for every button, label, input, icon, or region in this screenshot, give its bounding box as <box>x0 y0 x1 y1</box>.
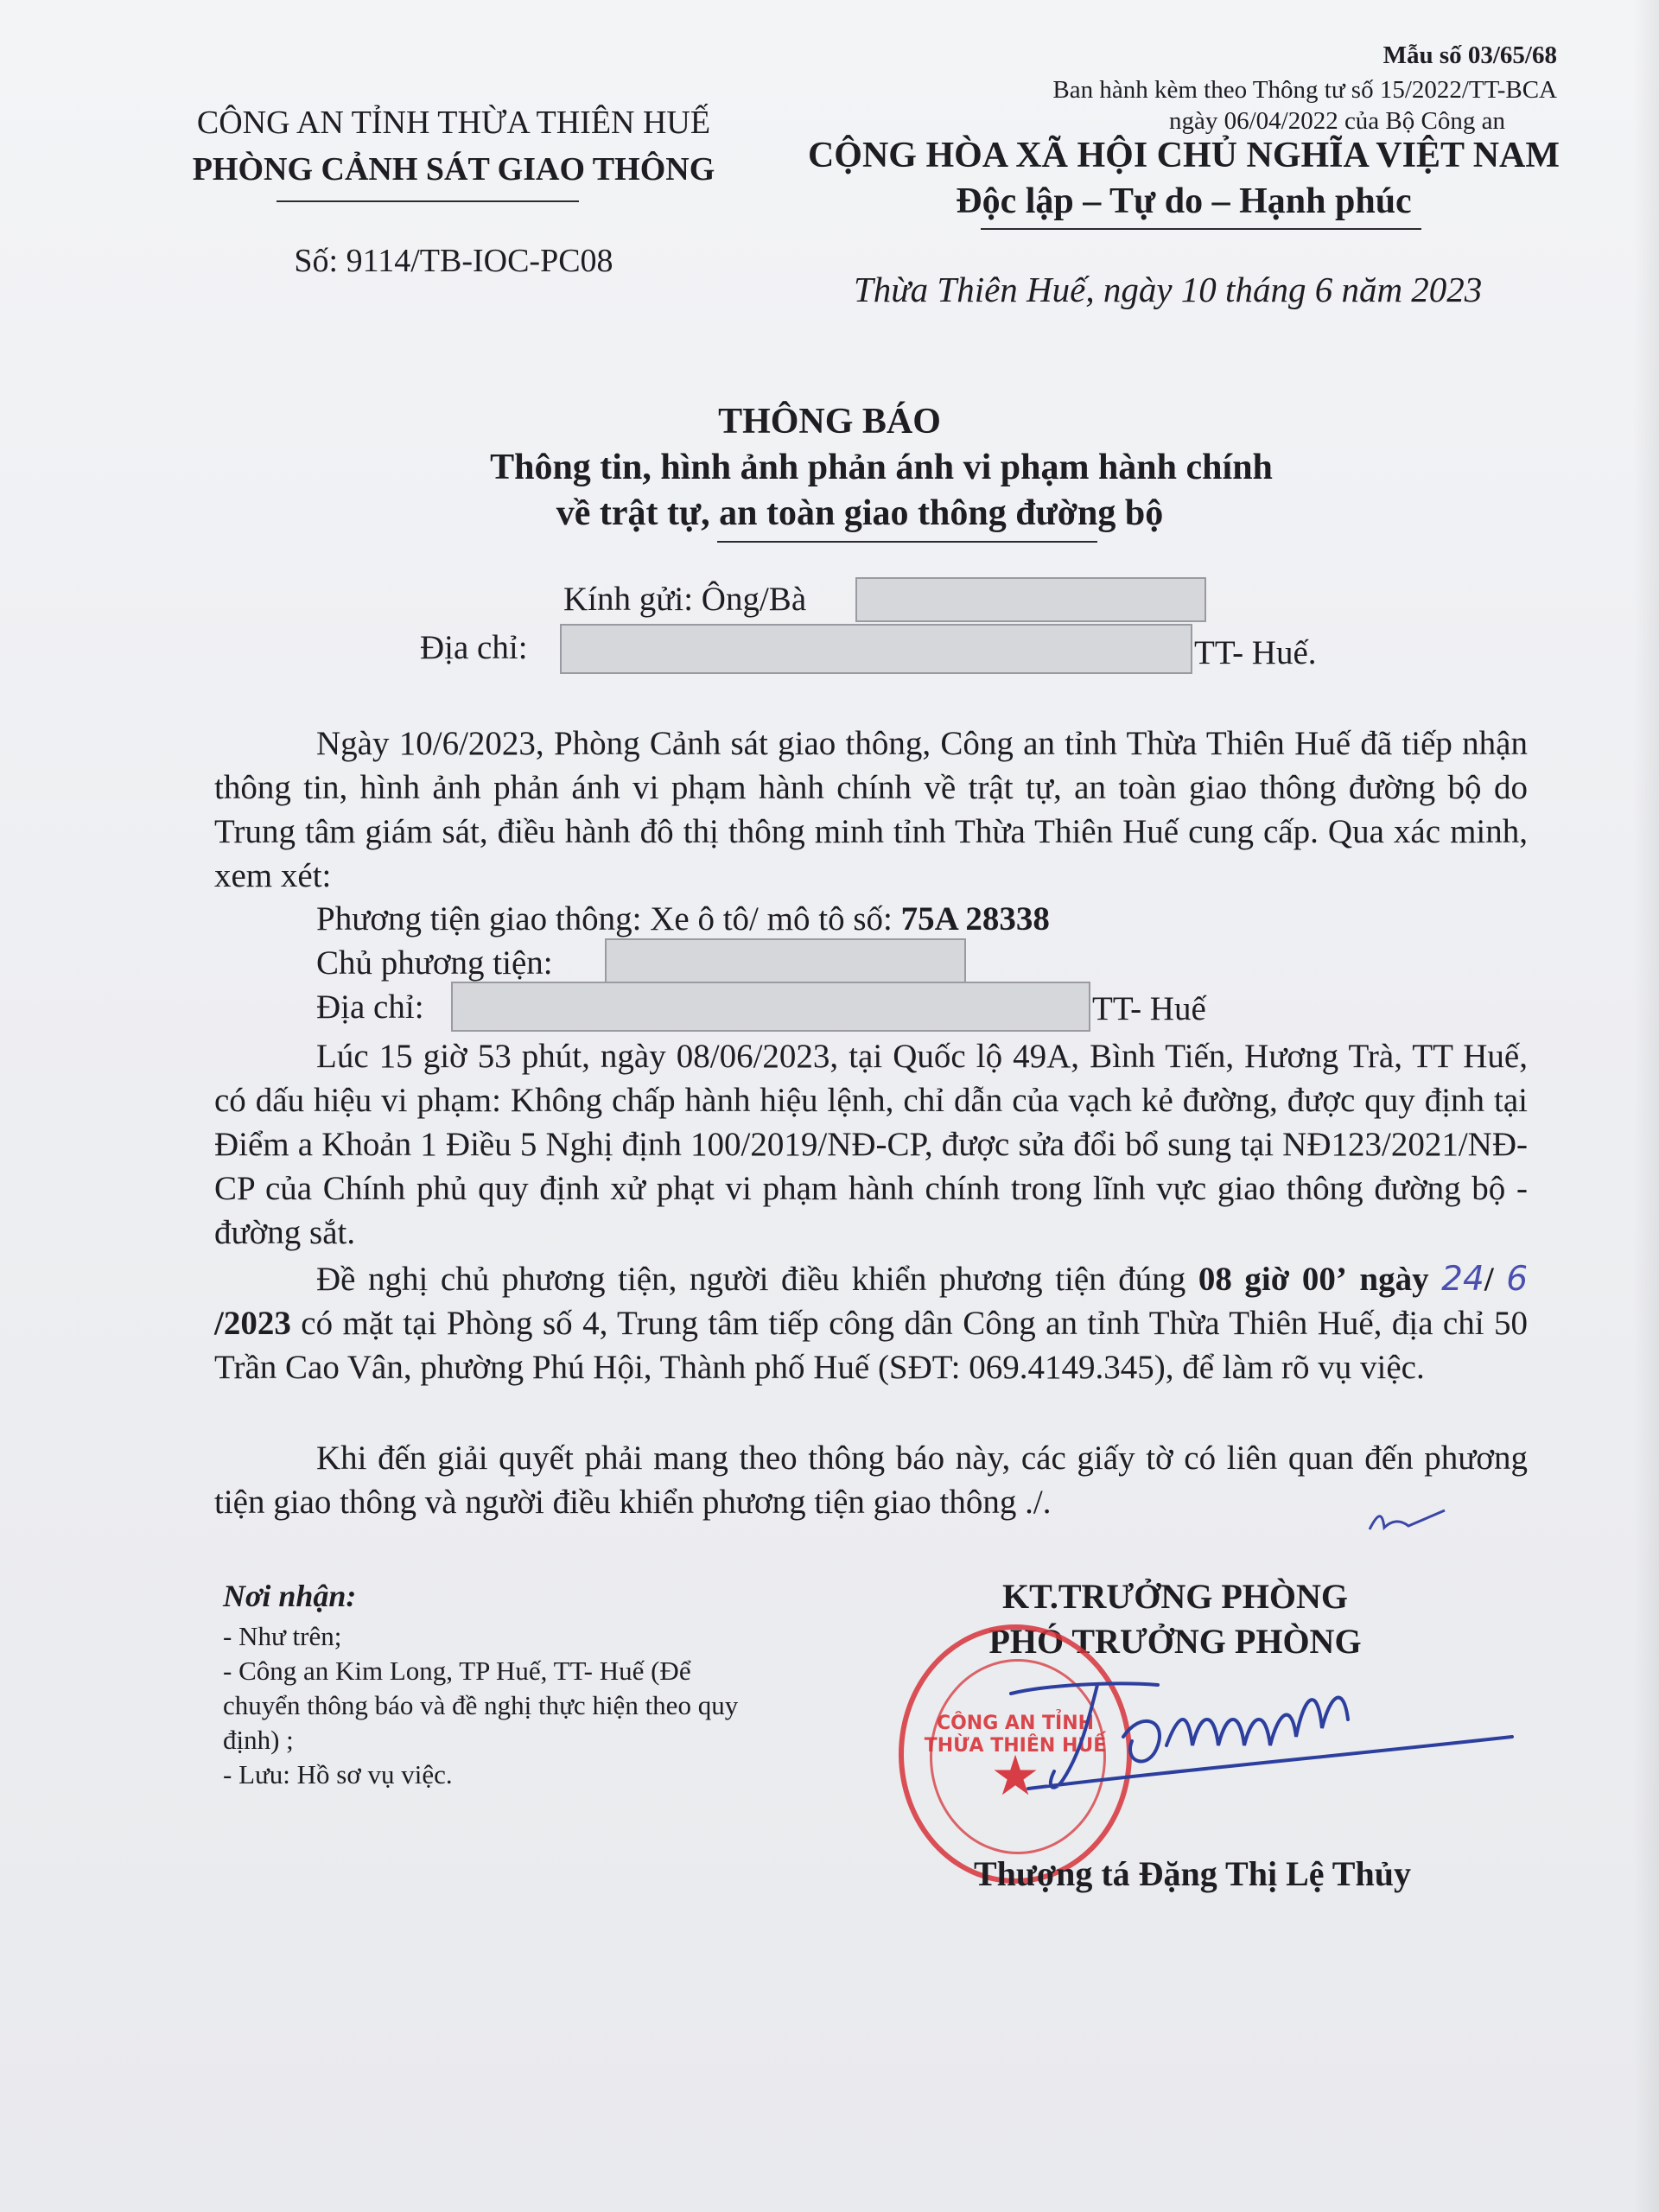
title-underline <box>717 541 1097 543</box>
paragraph-requirements: Khi đến giải quyết phải mang theo thông báo này, các giấy tờ có liên quan đến phương tiện giao thông và người điều khiển phương tiện giao thông ./. <box>214 1440 1528 1521</box>
appointment-day-label: ngày <box>1359 1261 1429 1298</box>
appointment-rest: có mặt tại Phòng số 4, Trung tâm tiếp công dân Công an tỉnh Thừa Thiên Huế, địa chỉ 50 Trần Cao Vân, phường Phú Hội, Thành phố Huế (SĐT: 069.4149.345), để làm rõ vụ việc. <box>214 1305 1529 1386</box>
place-date: Thừa Thiên Huế, ngày 10 tháng 6 năm 2023 <box>854 270 1483 309</box>
initial-mark <box>1365 1503 1452 1538</box>
redacted-recipient-address <box>560 624 1192 674</box>
paragraph-violation: Lúc 15 giờ 53 phút, ngày 08/06/2023, tại Quốc lộ 49A, Bình Tiến, Hương Trà, TT Huế, có dấu hiệu vi phạm: Không chấp hành hiệu lệnh, chỉ dẫn của vạch kẻ đường, được quy định tại Điểm a Khoản 1 Điều 5 Nghị định 100/2019/NĐ-CP, được sửa đổi bổ sung tại NĐ123/2021/NĐ-CP của Chính phủ quy định xử phạt vi phạm hành chính trong lĩnh vực giao thông đường bộ - đường sắt. <box>214 1038 1528 1251</box>
nation-name: CỘNG HÒA XÃ HỘI CHỦ NGHĨA VIỆT NAM <box>807 136 1560 175</box>
appointment-time: 08 giờ 00’ <box>1198 1261 1347 1298</box>
paragraph-appointment <box>214 1257 1528 1389</box>
nation-motto: Độc lập – Tự do – Hạnh phúc <box>956 181 1412 221</box>
signer-name: Thượng tá Đặng Thị Lệ Thủy <box>974 1854 1411 1893</box>
official-seal-text: CÔNG AN TỈNH THỪA THIÊN HUẾ <box>924 1713 1107 1757</box>
agency-parent: CÔNG AN TỈNH THỪA THIÊN HUẾ <box>196 105 711 141</box>
signature-title-line1: KT.TRƯỞNG PHÒNG <box>1002 1577 1348 1616</box>
greeting-label: Kính gửi: Ông/Bà <box>563 581 807 618</box>
document-subtitle-2: về trật tự, an toàn giao thông đường bộ <box>556 493 1164 533</box>
appointment-year: /2023 <box>214 1305 291 1342</box>
form-issued-line1: Ban hành kèm theo Thông tư số 15/2022/TT-BCA <box>1052 76 1557 104</box>
receivers-heading: Nơi nhận: <box>223 1579 357 1613</box>
document-title: THÔNG BÁO <box>718 402 941 442</box>
agency-unit: PHÒNG CẢNH SÁT GIAO THÔNG <box>192 151 715 188</box>
paragraph-receipt: Ngày 10/6/2023, Phòng Cảnh sát giao thông, Công an tỉnh Thừa Thiên Huế đã tiếp nhận thông tin, hình ảnh phản ánh vi phạm hành chính về trật tự, an toàn giao thông đường bộ do Trung tâm giám sát, điều hành đô thị thông minh tỉnh Thừa Thiên Huế cung cấp. Qua xác minh, xem xét: <box>214 725 1528 894</box>
receiver-item: - Như trên; <box>223 1621 342 1651</box>
redacted-owner-name <box>605 938 966 985</box>
receiver-item: - Lưu: Hồ sơ vụ việc. <box>223 1759 453 1789</box>
vehicle-info <box>316 897 1050 941</box>
receiver-item: chuyển thông báo và đề nghị thực hiện theo quy <box>223 1690 739 1720</box>
redacted-owner-address <box>451 982 1090 1032</box>
motto-underline <box>981 228 1421 230</box>
agency-underline <box>276 200 579 202</box>
document-number: Số: 9114/TB-IOC-PC08 <box>294 243 613 279</box>
receiver-item: - Công an Kim Long, TP Huế, TT- Huế (Để <box>223 1656 691 1686</box>
appointment-day-handwritten: 24 <box>1441 1260 1484 1299</box>
owner-label: Chủ phương tiện: <box>316 944 553 982</box>
receiver-item: định) ; <box>223 1725 294 1755</box>
appointment-date-separator: / <box>1484 1261 1494 1298</box>
appointment-month-handwritten: 6 <box>1506 1260 1529 1299</box>
document-subtitle-1: Thông tin, hình ảnh phản ánh vi phạm hành chính <box>490 448 1273 487</box>
vehicle-plate: 75A 28338 <box>900 900 1050 938</box>
recipient-address-suffix: TT- Huế. <box>1194 634 1317 671</box>
handwritten-signature <box>994 1659 1529 1815</box>
signature-title-line2: PHÓ TRƯỞNG PHÒNG <box>988 1622 1362 1661</box>
owner-address-label: Địa chỉ: <box>316 988 424 1026</box>
form-issued-line2: ngày 06/04/2022 của Bộ Công an <box>1168 107 1505 135</box>
vehicle-label: Phương tiện giao thông: Xe ô tô/ mô tô số: <box>316 900 893 938</box>
redacted-recipient-name <box>855 577 1206 622</box>
appointment-lead: Đề nghị chủ phương tiện, người điều khiển phương tiện đúng <box>316 1261 1186 1298</box>
official-seal-star-icon: ★ <box>990 1745 1040 1807</box>
recipient-address-label: Địa chỉ: <box>420 629 528 666</box>
owner-address-suffix: TT- Huế <box>1092 990 1206 1027</box>
page-edge-shadow <box>1633 0 1659 2212</box>
form-number: Mẫu số 03/65/68 <box>1382 41 1557 69</box>
